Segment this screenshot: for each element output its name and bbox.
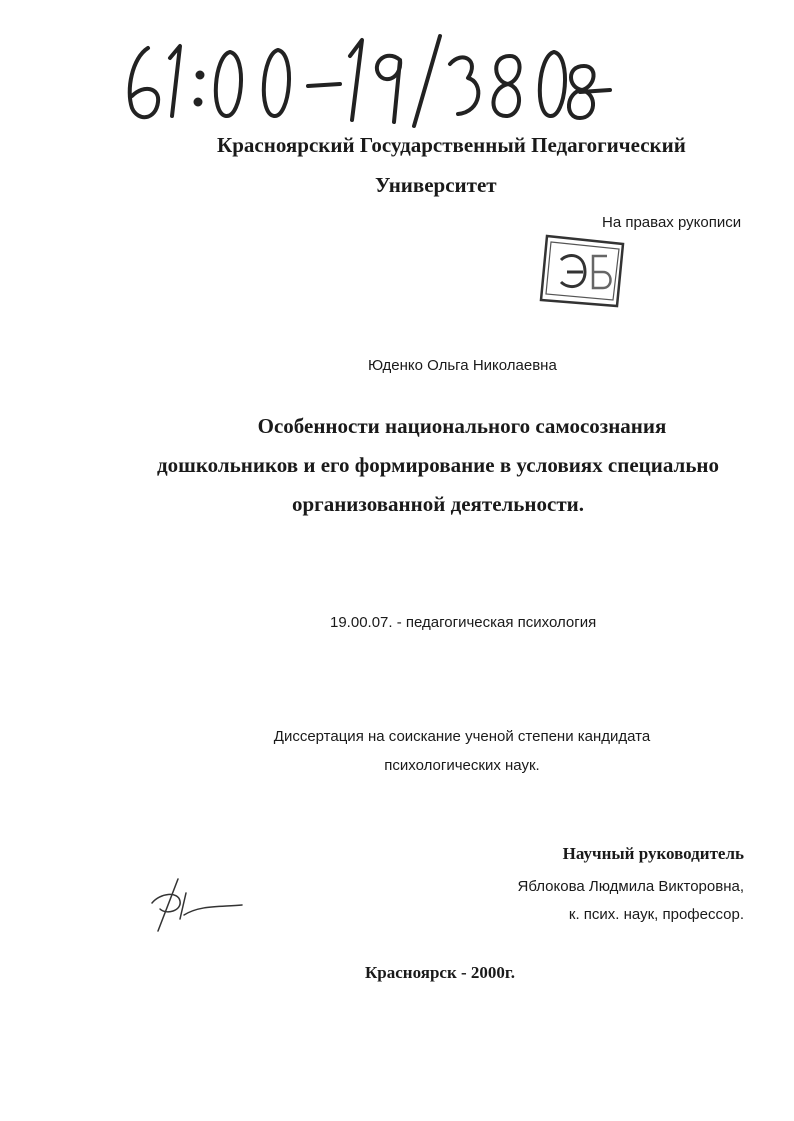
city-and-year: Красноярск - 2000г. — [364, 963, 515, 982]
dissertation-title-line3: организованной деятельности. — [291, 492, 584, 516]
degree-statement-line1: Диссертация на соискание ученой степени кандидата — [273, 728, 651, 745]
handwritten-archive-number — [118, 30, 618, 130]
supervisor-credentials: к. псих. наук, профессор. — [568, 906, 744, 923]
supervisor-heading: Научный руководитель — [562, 844, 744, 863]
author-name: Юденко Ольга Николаевна — [368, 357, 557, 374]
specialty-code: 19.00.07. - педагогическая психология — [330, 614, 597, 631]
degree-statement-line2: психологических наук. — [384, 757, 540, 774]
handwritten-signature — [150, 875, 245, 935]
manuscript-rights-note: На правах рукописи — [602, 214, 742, 231]
dissertation-title-line1: Особенности национального самосознания — [257, 414, 667, 438]
dissertation-title-line2: дошкольников и его формирование в условиях специально — [156, 453, 720, 477]
library-stamp-icon — [537, 230, 627, 310]
university-name-line2: Университет — [375, 173, 497, 197]
university-name-line1: Красноярский Государственный Педагогический — [217, 133, 686, 157]
handwritten-archive-digit-icon — [560, 62, 605, 122]
supervisor-name: Яблокова Людмила Викторовна, — [517, 878, 744, 895]
